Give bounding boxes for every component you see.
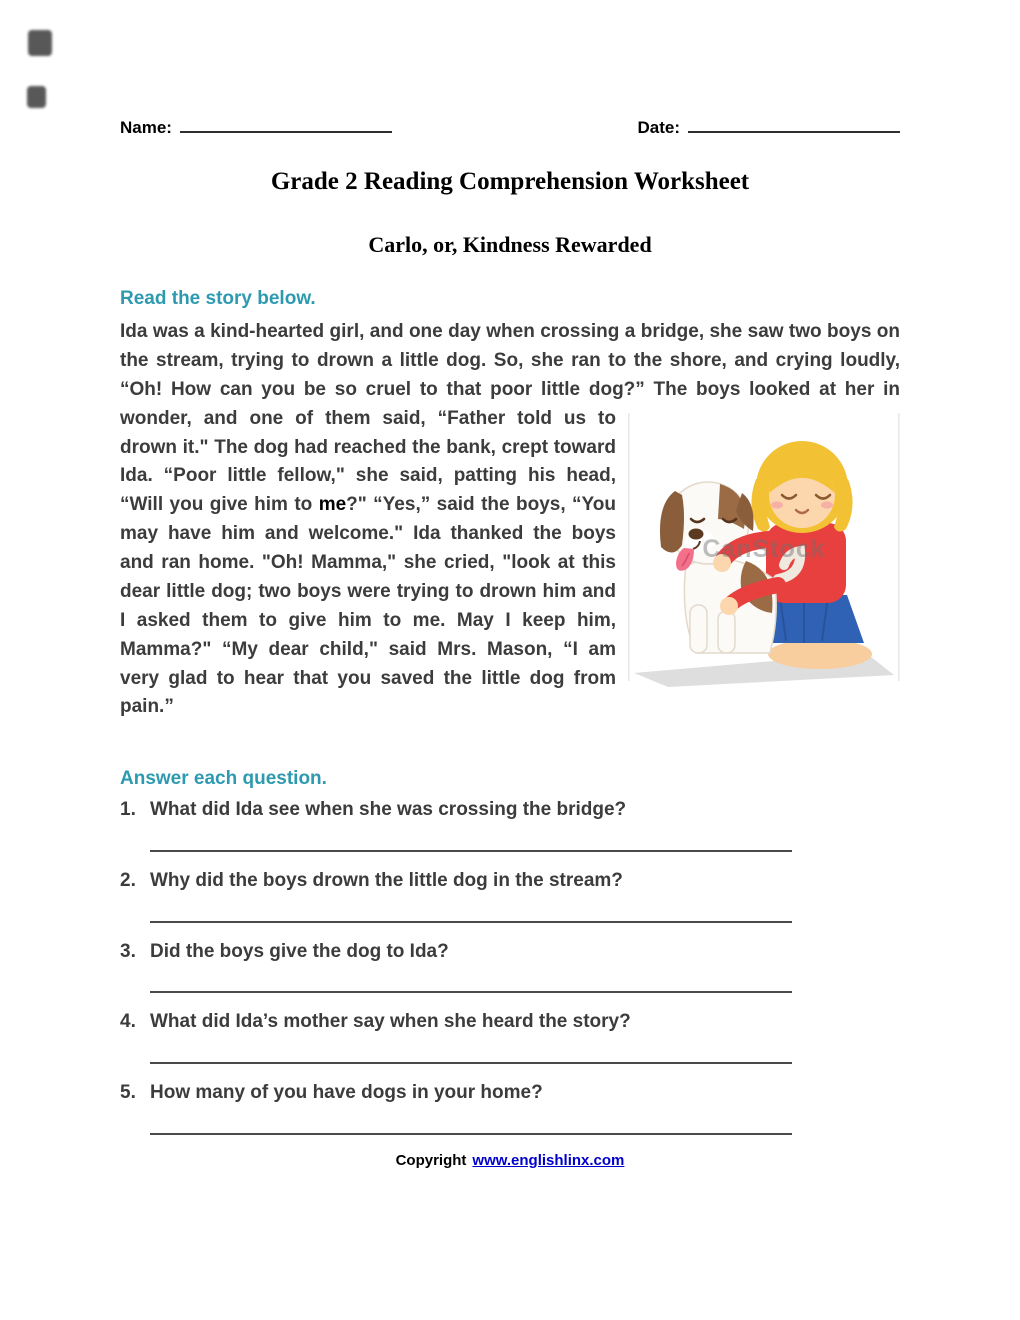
scan-artifact <box>28 30 52 56</box>
answer-write-line[interactable] <box>150 964 792 993</box>
name-label: Name: <box>120 118 172 137</box>
question-number: 1. <box>120 799 136 821</box>
question-block <box>120 798 900 852</box>
question-text-row <box>120 1081 900 1106</box>
name-date-row <box>120 118 900 138</box>
story-part-2: looked at her in wonder, and one of them said, “Father told us to drown it." The dog had reached the bank, crept toward Ida. “Poor little fellow," she said, patting his head, “Will you give him to <box>120 378 900 516</box>
date-write-line[interactable] <box>688 118 900 133</box>
question-block <box>120 940 900 994</box>
question-text-row <box>120 1010 900 1035</box>
worksheet-title: Grade 2 Reading Comprehension Worksheet <box>270 168 750 195</box>
answer-questions-heading: Answer each question. <box>120 768 327 790</box>
story-title: Carlo, or, Kindness Rewarded <box>368 232 652 257</box>
name-field <box>120 118 392 138</box>
question-text: Did the boys give the dog to Ida? <box>150 940 449 962</box>
footer-link[interactable]: www.englishlinx.com <box>472 1151 625 1169</box>
answer-write-line[interactable] <box>150 1106 792 1135</box>
copyright-label: Copyright <box>395 1151 467 1169</box>
answer-write-line[interactable] <box>150 823 792 852</box>
scan-artifact <box>27 86 46 108</box>
question-text-row <box>120 940 900 965</box>
story-part-1: Ida was a kind-hearted girl, and one day when crossing a bridge, she saw two boys on the stream, trying to drown a little dog. So, she ran to the shore, and crying loudly, “Oh! How can you be so cruel to that poor little dog?” The boys <box>120 321 900 400</box>
date-label: Date: <box>637 118 680 137</box>
question-text: How many of you have dogs in your home? <box>150 1082 543 1103</box>
footer <box>120 1152 900 1169</box>
question-number: 2. <box>120 869 136 891</box>
story-illustration <box>628 407 900 687</box>
question-text: What did Ida’s mother say when she heard the story? <box>150 1011 631 1033</box>
name-write-line[interactable] <box>180 118 392 133</box>
question-block <box>120 1081 900 1135</box>
question-block <box>120 1010 900 1064</box>
read-story-heading: Read the story below. <box>120 288 316 309</box>
girl-hugging-dog-graphic <box>628 407 900 687</box>
question-block <box>120 869 900 923</box>
answer-write-line[interactable] <box>150 1035 792 1064</box>
question-text: Why did the boys drown the little dog in the stream? <box>150 869 623 891</box>
question-text: What did Ida see when she was crossing the bridge? <box>150 799 627 821</box>
answer-write-line[interactable] <box>150 894 792 923</box>
question-text-row <box>120 869 900 894</box>
watermark-text: CanStock <box>702 534 826 563</box>
question-number: 3. <box>120 940 136 962</box>
question-number: 5. <box>120 1082 136 1103</box>
date-field <box>637 118 900 138</box>
question-text-row <box>120 798 900 823</box>
story-part-3: ?" “Yes,” said the boys, “You may have him and welcome." Ida thanked the boys and ran home. "Oh! Mamma," she cried, "look at this dear little dog; two boys were trying to drown him and I asked them to give him to me. May I keep him, Mamma?" “My dear child," said Mrs. Mason, “I am very glad to hear that you saved the little dog from pain.” <box>120 494 616 718</box>
story-text <box>120 318 900 722</box>
question-number: 4. <box>120 1011 136 1033</box>
story-emphasis-word: me <box>318 494 347 516</box>
